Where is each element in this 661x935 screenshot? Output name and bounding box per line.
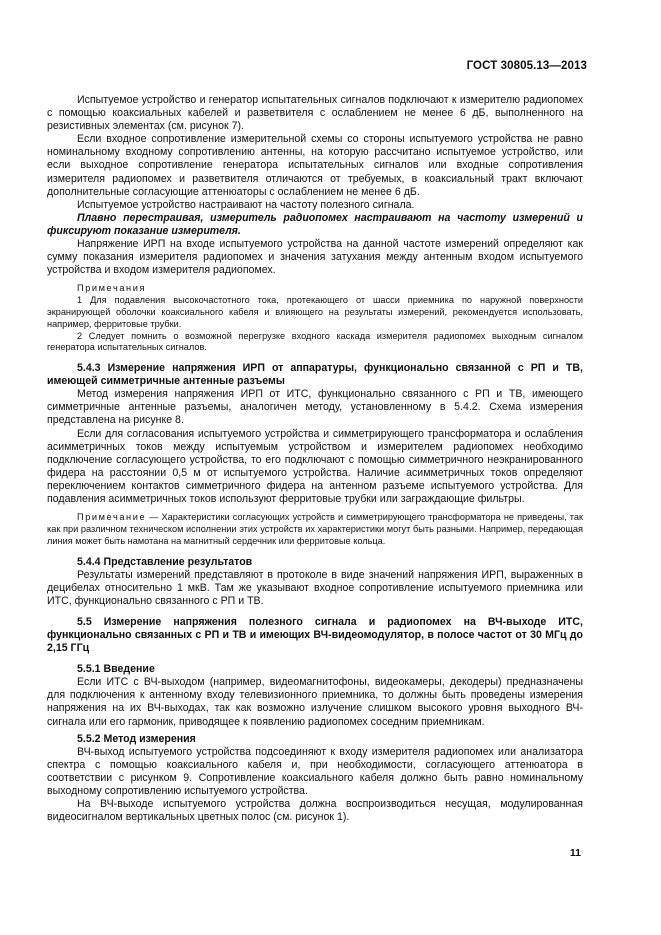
paragraph: Метод измерения напряжения ИРП от ИТС, функционально связанного с РП и ТВ, имеющего симметричные антенные разъемы, аналогичен методу, установленному в 5.4.2. Схема измерения представлена на рисунке 8.: [47, 388, 583, 427]
paragraph: Напряжение ИРП на входе испытуемого устройства на данной частоте измерений определяют как сумму показания измерителя радиопомех и значения затухания между антенным входом испытуемого устройства и входом измерителя радиопомех.: [47, 238, 583, 277]
note-item: 1 Для подавления высокочастотного тока, протекающего от шасси приемника по наружной поверхности экранирующей оболочки коаксиального кабеля и влияющего на результаты измерений, рекомендуется использовать, например, ферритовые трубки.: [47, 295, 583, 329]
note-text: — Характеристики согласующих устройств и симметрирующего трансформатора не приведены, так как при различном техническом исполнении этих устройств их характеристики могут быть разными. Например, передающая линия может быть намотана на магнитный сердечник или ферритовые кольца.: [47, 512, 583, 546]
paragraph: На ВЧ-выходе испытуемого устройства должна воспроизводиться несущая, модулированная видеосигналом вертикальных цветных полос (см. рисунок 1).: [47, 798, 583, 824]
paragraph: Если для согласования испытуемого устройства и симметрирующего трансформатора и ослабления асимметричных токов между испытуемым устройством и измерителем радиопомех необходимо подключение согласующего устройства, то его подключают с помощью симметричного неэкранированного фидера на расстоянии 0,5 м от испытуемого устройства. Наличие асимметричных токов определяют переключением контактов симметричного фидера на антенном разъеме испытуемого устройства. Для подавления асимметричных токов используют ферритовые трубки или заграждающие фильтры.: [47, 427, 583, 506]
section-heading-5-5-1: 5.5.1 Введение: [77, 663, 155, 676]
paragraph: Если входное сопротивление измерительной схемы со стороны испытуемого устройства не равно номинальному входному сопротивлению антенны, на которую рассчитано испытуемое устройство, или если выходное сопротивление генератора испытательных сигналов или входные сопротивления измерителя радиопомех и разветвителя отличаются от требуемых, в коаксиальный тракт включают дополнительные согласующие аттенюаторы с ослаблением не менее 6 дБ.: [47, 133, 583, 198]
section-heading-5-5: 5.5 Измерение напряжения полезного сигнала и радиопомех на ВЧ-выходе ИТС, функционально связанных с РП и ТВ и имеющих ВЧ-видеомодулятор, в полосе частот от 30 МГц до 2,15 ГГц: [47, 615, 583, 655]
notes-block: [47, 283, 583, 354]
section-heading-5-4-4: 5.4.4 Представление результатов: [77, 555, 253, 568]
paragraph: Испытуемое устройство настраивают на частоту полезного сигнала.: [77, 198, 415, 211]
paragraph: Результаты измерений представляют в протоколе в виде значений напряжения ИРП, выраженных в децибелах относительно 1 мкВ. Там же указывают входное сопротивление испытуемого приемника или ИТС, функционально связанного с РП и ТВ.: [47, 568, 583, 607]
section-heading-5-4-3: 5.4.3 Измерение напряжения ИРП от аппаратуры, функционально связанной с РП и ТВ, имеющей симметричные антенные разъемы: [47, 362, 583, 388]
notes-title: Примечания: [77, 283, 147, 294]
paragraph: ВЧ-выход испытуемого устройства подсоединяют к входу измерителя радиопомех или анализатора спектра с помощью коаксиального кабеля и, при необходимости, согласующего аттенюатора в соответствии с рисунком 9. Сопротивление коаксиального кабеля должно быть равно номинальному выходному сопротивлению испытуемого устройства.: [47, 745, 583, 798]
note-label: Примечание: [77, 512, 147, 523]
page-number: 11: [569, 847, 581, 859]
note-item: [47, 512, 583, 547]
note-block: [47, 512, 583, 547]
paragraph-emphasis: Плавно перестраивая, измеритель радиопомех настраивают на частоту измерений и фиксируют показание измерителя.: [47, 211, 583, 237]
document-body: [47, 94, 583, 824]
section-heading-5-5-2: 5.5.2 Метод измерения: [77, 732, 196, 745]
note-item: 2 Следует помнить о возможной перегрузке входного каскада измерителя радиопомех выходным сигналом генератора испытательных сигналов.: [47, 330, 583, 353]
standard-header: ГОСТ 30805.13—2013: [466, 60, 587, 72]
paragraph: Если ИТС с ВЧ-выходом (например, видеомагнитофоны, видеокамеры, декодеры) предназначены для подключения к антенному входу телевизионного приемника, то должны быть проведены измерения напряжения на их ВЧ-выходах, так как возможно излучение слишком высокого уровня выходного ВЧ-сигнала или его гармоник, приводящее к появлению радиопомех соседним приемникам.: [47, 676, 583, 728]
paragraph: Испытуемое устройство и генератор испытательных сигналов подключают к измерителю радиопомех с помощью коаксиальных кабелей и разветвителя с ослаблением не менее 6 дБ, выполненного на резистивных элементах (см. рисунок 7).: [47, 94, 583, 133]
